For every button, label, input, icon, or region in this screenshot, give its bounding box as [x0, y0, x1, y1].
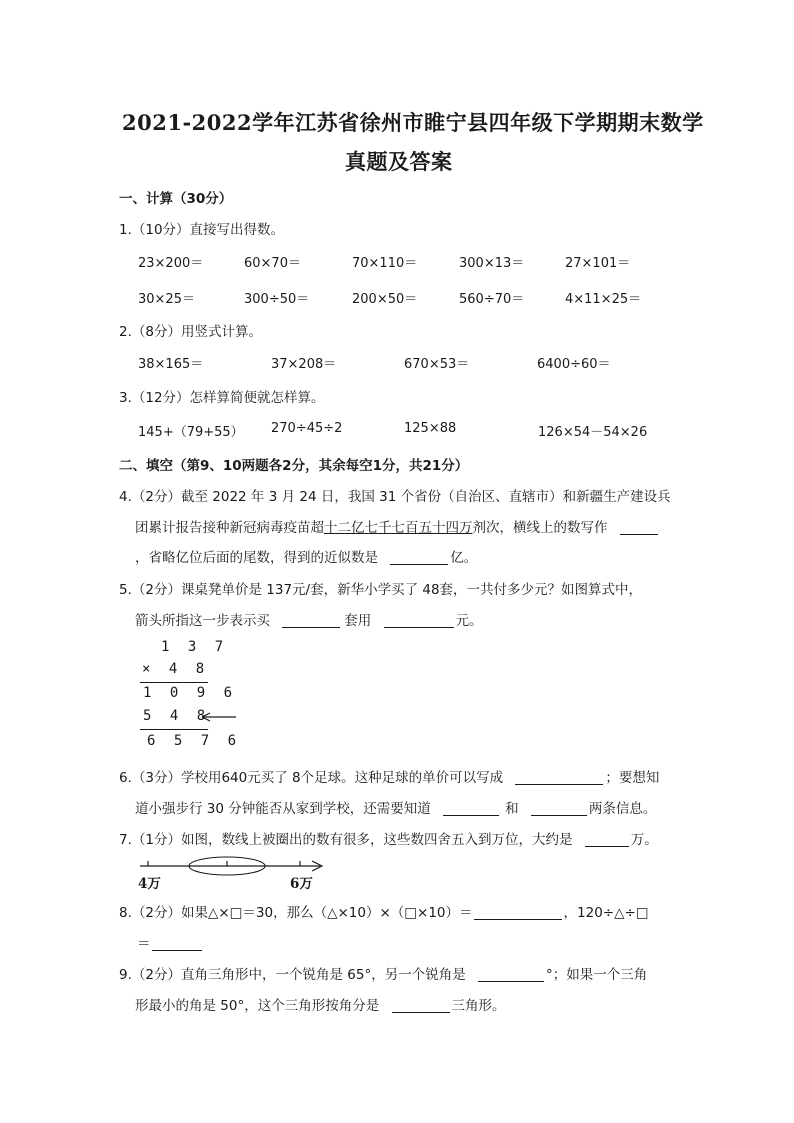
q1-expr: 560÷70＝	[459, 292, 525, 307]
q9-blank-angle[interactable]	[478, 967, 544, 982]
q3-expr: 126×54－54×26	[538, 425, 648, 440]
q8-blank-product[interactable]	[474, 905, 562, 920]
calc-multiplier: × 4 8	[142, 661, 210, 677]
q1-expr: 200×50＝	[352, 292, 418, 307]
q9-line2	[135, 994, 506, 1014]
q6-blank-info1[interactable]	[443, 801, 499, 816]
q4-text: ，省略亿位后面的尾数，得到的近似数是	[135, 550, 378, 566]
q9-text: 9.（2分）直角三角形中，一个锐角是 65°，另一个锐角是	[119, 967, 466, 983]
q1-expr: 300×13＝	[459, 256, 525, 271]
q5-blank-yuan[interactable]	[384, 613, 454, 628]
q9-text: 三角形。	[451, 998, 506, 1014]
q1-expr: 300÷50＝	[244, 292, 310, 307]
q1-expr: 30×25＝	[138, 292, 195, 307]
q4-text: 亿。	[450, 550, 478, 566]
q9-text: 形最小的角是 50°，这个三角形按角分是	[135, 998, 380, 1014]
q4-blank-written[interactable]	[620, 520, 658, 535]
section-heading-fill: 二、填空（第9、10两题各2分，其余每空1分，共21分）	[119, 458, 469, 474]
q7-blank-approx[interactable]	[585, 832, 629, 847]
number-line-right-label: 6万	[290, 876, 313, 892]
q9-line1	[119, 963, 647, 983]
arrow-left-icon	[198, 711, 238, 723]
q1-expr: 4×11×25＝	[565, 292, 642, 307]
q6-blank-unit-price[interactable]	[515, 770, 603, 785]
q8-blank-quotient[interactable]	[152, 936, 202, 951]
calc-multiplicand: 1 3 7	[161, 639, 229, 655]
q4-underlined-number: 十二亿七千七百五十四万	[324, 520, 473, 536]
q5-line2	[135, 609, 483, 629]
q4-line3	[135, 546, 477, 566]
number-line-left-label: 4万	[138, 876, 161, 892]
q6-line1	[119, 766, 659, 786]
calc-product: 6 5 7 6	[147, 733, 242, 749]
q6-text: 6.（3分）学校用640元买了 8个足球。这种足球的单价可以写成	[119, 770, 504, 786]
section-heading-calc: 一、计算（30分）	[119, 191, 233, 207]
q3-expr: 145+（79+55）	[138, 425, 244, 440]
q2-expr: 37×208＝	[271, 357, 337, 372]
q2-label: 2.（8分）用竖式计算。	[119, 324, 262, 340]
q2-expr: 6400÷60＝	[537, 357, 611, 372]
q1-label: 1.（10分）直接写出得数。	[119, 222, 285, 238]
q8-text: ＝	[137, 936, 151, 952]
q3-expr: 270÷45÷2	[271, 421, 343, 436]
page-title-line2: 真题及答案	[345, 149, 453, 174]
q5-text: 元。	[455, 613, 483, 629]
page-title-line1: 2021-2022学年江苏省徐州市睢宁县四年级下学期期末数学	[122, 110, 704, 135]
calc-rule	[140, 729, 208, 730]
q9-blank-type[interactable]	[392, 998, 450, 1013]
calc-partial-product-2: 5 4 8	[143, 708, 211, 724]
q6-text: 道小强步行 30 分钟能否从家到学校，还需要知道	[135, 801, 431, 817]
q1-expr: 27×101＝	[565, 256, 631, 271]
q6-line2	[135, 797, 656, 817]
q3-expr: 125×88	[404, 421, 457, 436]
q4-text: 剂次，横线上的数写作	[472, 520, 608, 536]
q2-expr: 670×53＝	[404, 357, 470, 372]
q6-text: ；要想知	[605, 770, 660, 786]
q5-text: 箭头所指这一步表示买	[135, 613, 270, 629]
q4-line1: 4.（2分）截至 2022 年 3 月 24 日，我国 31 个省份（自治区、直辖市）和新疆生产建设兵	[119, 489, 671, 505]
q8-line1	[119, 901, 649, 921]
q5-text: 套用	[344, 613, 372, 629]
q9-text: °；如果一个三角	[546, 967, 648, 983]
q8-text: 8.（2分）如果△×□＝30，那么（△×10）×（□×10）＝	[119, 905, 473, 921]
q4-line2	[135, 516, 658, 536]
q3-label: 3.（12分）怎样算简便就怎样算。	[119, 390, 325, 406]
q4-text: 团累计报告接种新冠病毒疫苗超	[135, 520, 324, 536]
q7-line1	[119, 828, 658, 848]
q6-text: 两条信息。	[588, 801, 657, 817]
q4-blank-approx[interactable]	[390, 550, 448, 565]
q5-line1: 5.（2分）课桌凳单价是 137元/套，新华小学买了 48套，一共付多少元？如图算式中，	[119, 582, 643, 598]
q7-text: 万。	[630, 832, 658, 848]
q2-expr: 38×165＝	[138, 357, 204, 372]
q1-expr: 60×70＝	[244, 256, 301, 271]
q1-expr: 23×200＝	[138, 256, 204, 271]
calc-rule	[140, 682, 208, 683]
calc-partial-product-1: 1 0 9 6	[143, 685, 238, 701]
q6-text: 和	[505, 801, 519, 817]
q5-blank-sets[interactable]	[282, 613, 340, 628]
q6-blank-info2[interactable]	[531, 801, 587, 816]
q8-line2	[137, 932, 202, 952]
q7-text: 7.（1分）如图，数线上被圈出的数有很多，这些数四舍五入到万位，大约是	[119, 832, 573, 848]
q1-expr: 70×110＝	[352, 256, 418, 271]
q8-text: ，120÷△÷□	[563, 905, 649, 921]
